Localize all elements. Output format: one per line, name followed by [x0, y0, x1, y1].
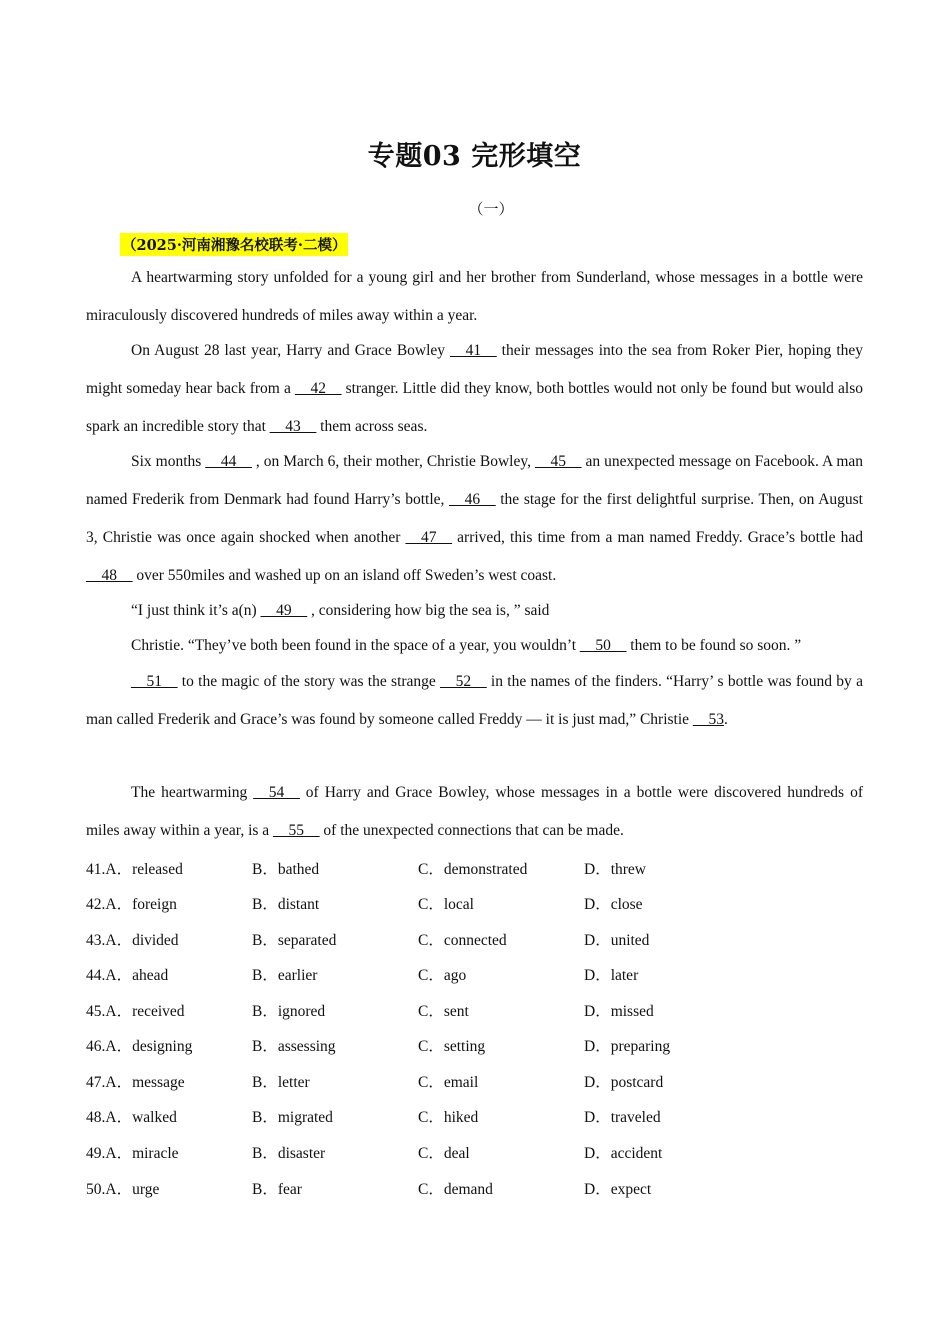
question-row: 48.A．walked B．migrated C．hiked D．traveled [86, 1105, 863, 1127]
option-a[interactable]: A．foreign [105, 896, 177, 913]
option-d[interactable]: D．traveled [584, 1109, 661, 1126]
option-b[interactable]: B．fear [252, 1181, 302, 1198]
option-a[interactable]: A．divided [105, 932, 179, 949]
option-c[interactable]: C．ago [418, 967, 467, 984]
option-d[interactable]: D．later [584, 967, 639, 984]
blank-42[interactable]: __42__ [294, 380, 342, 397]
option-b[interactable]: B．disaster [252, 1145, 326, 1162]
option-b[interactable]: B．assessing [252, 1038, 336, 1055]
option-d[interactable]: D．close [584, 896, 643, 913]
option-b[interactable]: B．earlier [252, 967, 318, 984]
option-c[interactable]: C．demand [418, 1181, 493, 1198]
option-c[interactable]: C．demonstrated [418, 861, 528, 878]
option-d[interactable]: D．expect [584, 1181, 652, 1198]
option-c[interactable]: C．setting [418, 1038, 486, 1055]
question-row: 43.A．divided B．separated C．connected D．united [86, 928, 863, 950]
option-a[interactable]: A．released [105, 861, 183, 878]
option-d[interactable]: D．preparing [584, 1038, 671, 1055]
option-b[interactable]: B．migrated [252, 1109, 333, 1126]
question-row: 42.A．foreign B．distant C．local D．close [86, 892, 863, 914]
question-row: 50.A．urge B．fear C．demand D．expect [86, 1177, 863, 1199]
option-c[interactable]: C．connected [418, 932, 507, 949]
question-row: 47.A．message B．letter C．email D．postcard [86, 1070, 863, 1092]
blank-50[interactable]: __50__ [579, 637, 627, 654]
blank-53[interactable]: __53 [692, 711, 724, 728]
option-d[interactable]: D．postcard [584, 1074, 664, 1091]
section-number: （一） [468, 200, 514, 218]
option-d[interactable]: D．threw [584, 861, 646, 878]
blank-49[interactable]: __49__ [260, 602, 308, 619]
option-d[interactable]: D．united [584, 932, 650, 949]
question-row: 44.A．ahead B．earlier C．ago D．later [86, 963, 863, 985]
option-a[interactable]: A．received [105, 1003, 185, 1020]
option-a[interactable]: A．walked [105, 1109, 177, 1126]
passage-paragraph-2: On August 28 last year, Harry and Grace Bowley __41__ their messages into the sea from Roker Pier, hoping they might someday hear back from a __42__ stranger. Little did they know, both bottles would not only be found but would also spark an incredible story that __43__ them across seas. [86, 342, 864, 435]
source-highlight: （2025·河南湘豫名校联考·二模） [120, 233, 348, 256]
blank-43[interactable]: __43__ [269, 418, 317, 435]
option-d[interactable]: D．accident [584, 1145, 663, 1162]
passage-paragraph-7: The heartwarming __54__ of Harry and Grace Bowley, whose messages in a bottle were discovered hundreds of miles away within a year, is a __55__ of the unexpected connections that can be made. [86, 784, 863, 839]
option-b[interactable]: B．ignored [252, 1003, 326, 1020]
option-b[interactable]: B．letter [252, 1074, 310, 1091]
page-title: 专题03 完形填空 [367, 141, 582, 172]
blank-55[interactable]: __55__ [273, 822, 320, 839]
option-c[interactable]: C．email [418, 1074, 479, 1091]
blank-54[interactable]: __54__ [253, 784, 300, 801]
option-a[interactable]: A．ahead [105, 967, 169, 984]
blank-45[interactable]: __45__ [535, 453, 582, 470]
option-c[interactable]: C．sent [418, 1003, 469, 1020]
question-row: 41.A．released B．bathed C．demonstrated D．threw [86, 857, 863, 879]
option-c[interactable]: C．hiked [418, 1109, 479, 1126]
option-a[interactable]: A．message [105, 1074, 185, 1091]
option-b[interactable]: B．bathed [252, 861, 320, 878]
option-a[interactable]: A．designing [105, 1038, 193, 1055]
blank-47[interactable]: __47__ [405, 529, 453, 546]
passage-paragraph-4: “I just think it’s a(n) __49__ , considering how big the sea is, ” said [131, 602, 550, 619]
blank-48[interactable]: __48__ [86, 567, 133, 584]
option-a[interactable]: A．urge [105, 1181, 160, 1198]
passage-paragraph-6: __51__ to the magic of the story was the strange __52__ in the names of the finders. “Harry’ s bottle was found by a man called Frederik and Grace’s was found by someone called Freddy — it is just mad,” Christie __53. [86, 673, 863, 728]
option-a[interactable]: A．miracle [105, 1145, 179, 1162]
passage-paragraph-5: Christie. “They’ve both been found in the space of a year, you wouldn’t __50__ them to be found so soon. ” [131, 637, 802, 654]
option-b[interactable]: B．distant [252, 896, 320, 913]
passage-paragraph-1: A heartwarming story unfolded for a young girl and her brother from Sunderland, whose messages in a bottle were miraculously discovered hundreds of miles away within a year. [86, 269, 863, 324]
blank-41[interactable]: __41__ [450, 342, 497, 359]
option-c[interactable]: C．deal [418, 1145, 470, 1162]
option-d[interactable]: D．missed [584, 1003, 654, 1020]
passage-paragraph-3: Six months __44__ , on March 6, their mother, Christie Bowley, __45__ an unexpected message on Facebook. A man named Frederik from Denmark had found Harry’s bottle, __46__ the stage for the first delightful surprise. Then, on August 3, Christie was once again shocked when another __47__ arrived, this time from a man named Freddy. Grace’s bottle had __48__ over 550miles and washed up on an island off Sweden’s west coast. [86, 453, 863, 584]
option-c[interactable]: C．local [418, 896, 474, 913]
question-row: 46.A．designing B．assessing C．setting D．preparing [86, 1034, 863, 1056]
question-row: 45.A．received B．ignored C．sent D．missed [86, 999, 863, 1021]
blank-52[interactable]: __52__ [440, 673, 487, 690]
blank-46[interactable]: __46__ [449, 491, 496, 508]
option-b[interactable]: B．separated [252, 932, 337, 949]
blank-51[interactable]: __51__ [131, 673, 178, 690]
question-row: 49.A．miracle B．disaster C．deal D．accident [86, 1141, 863, 1163]
blank-44[interactable]: __44__ [205, 453, 252, 470]
